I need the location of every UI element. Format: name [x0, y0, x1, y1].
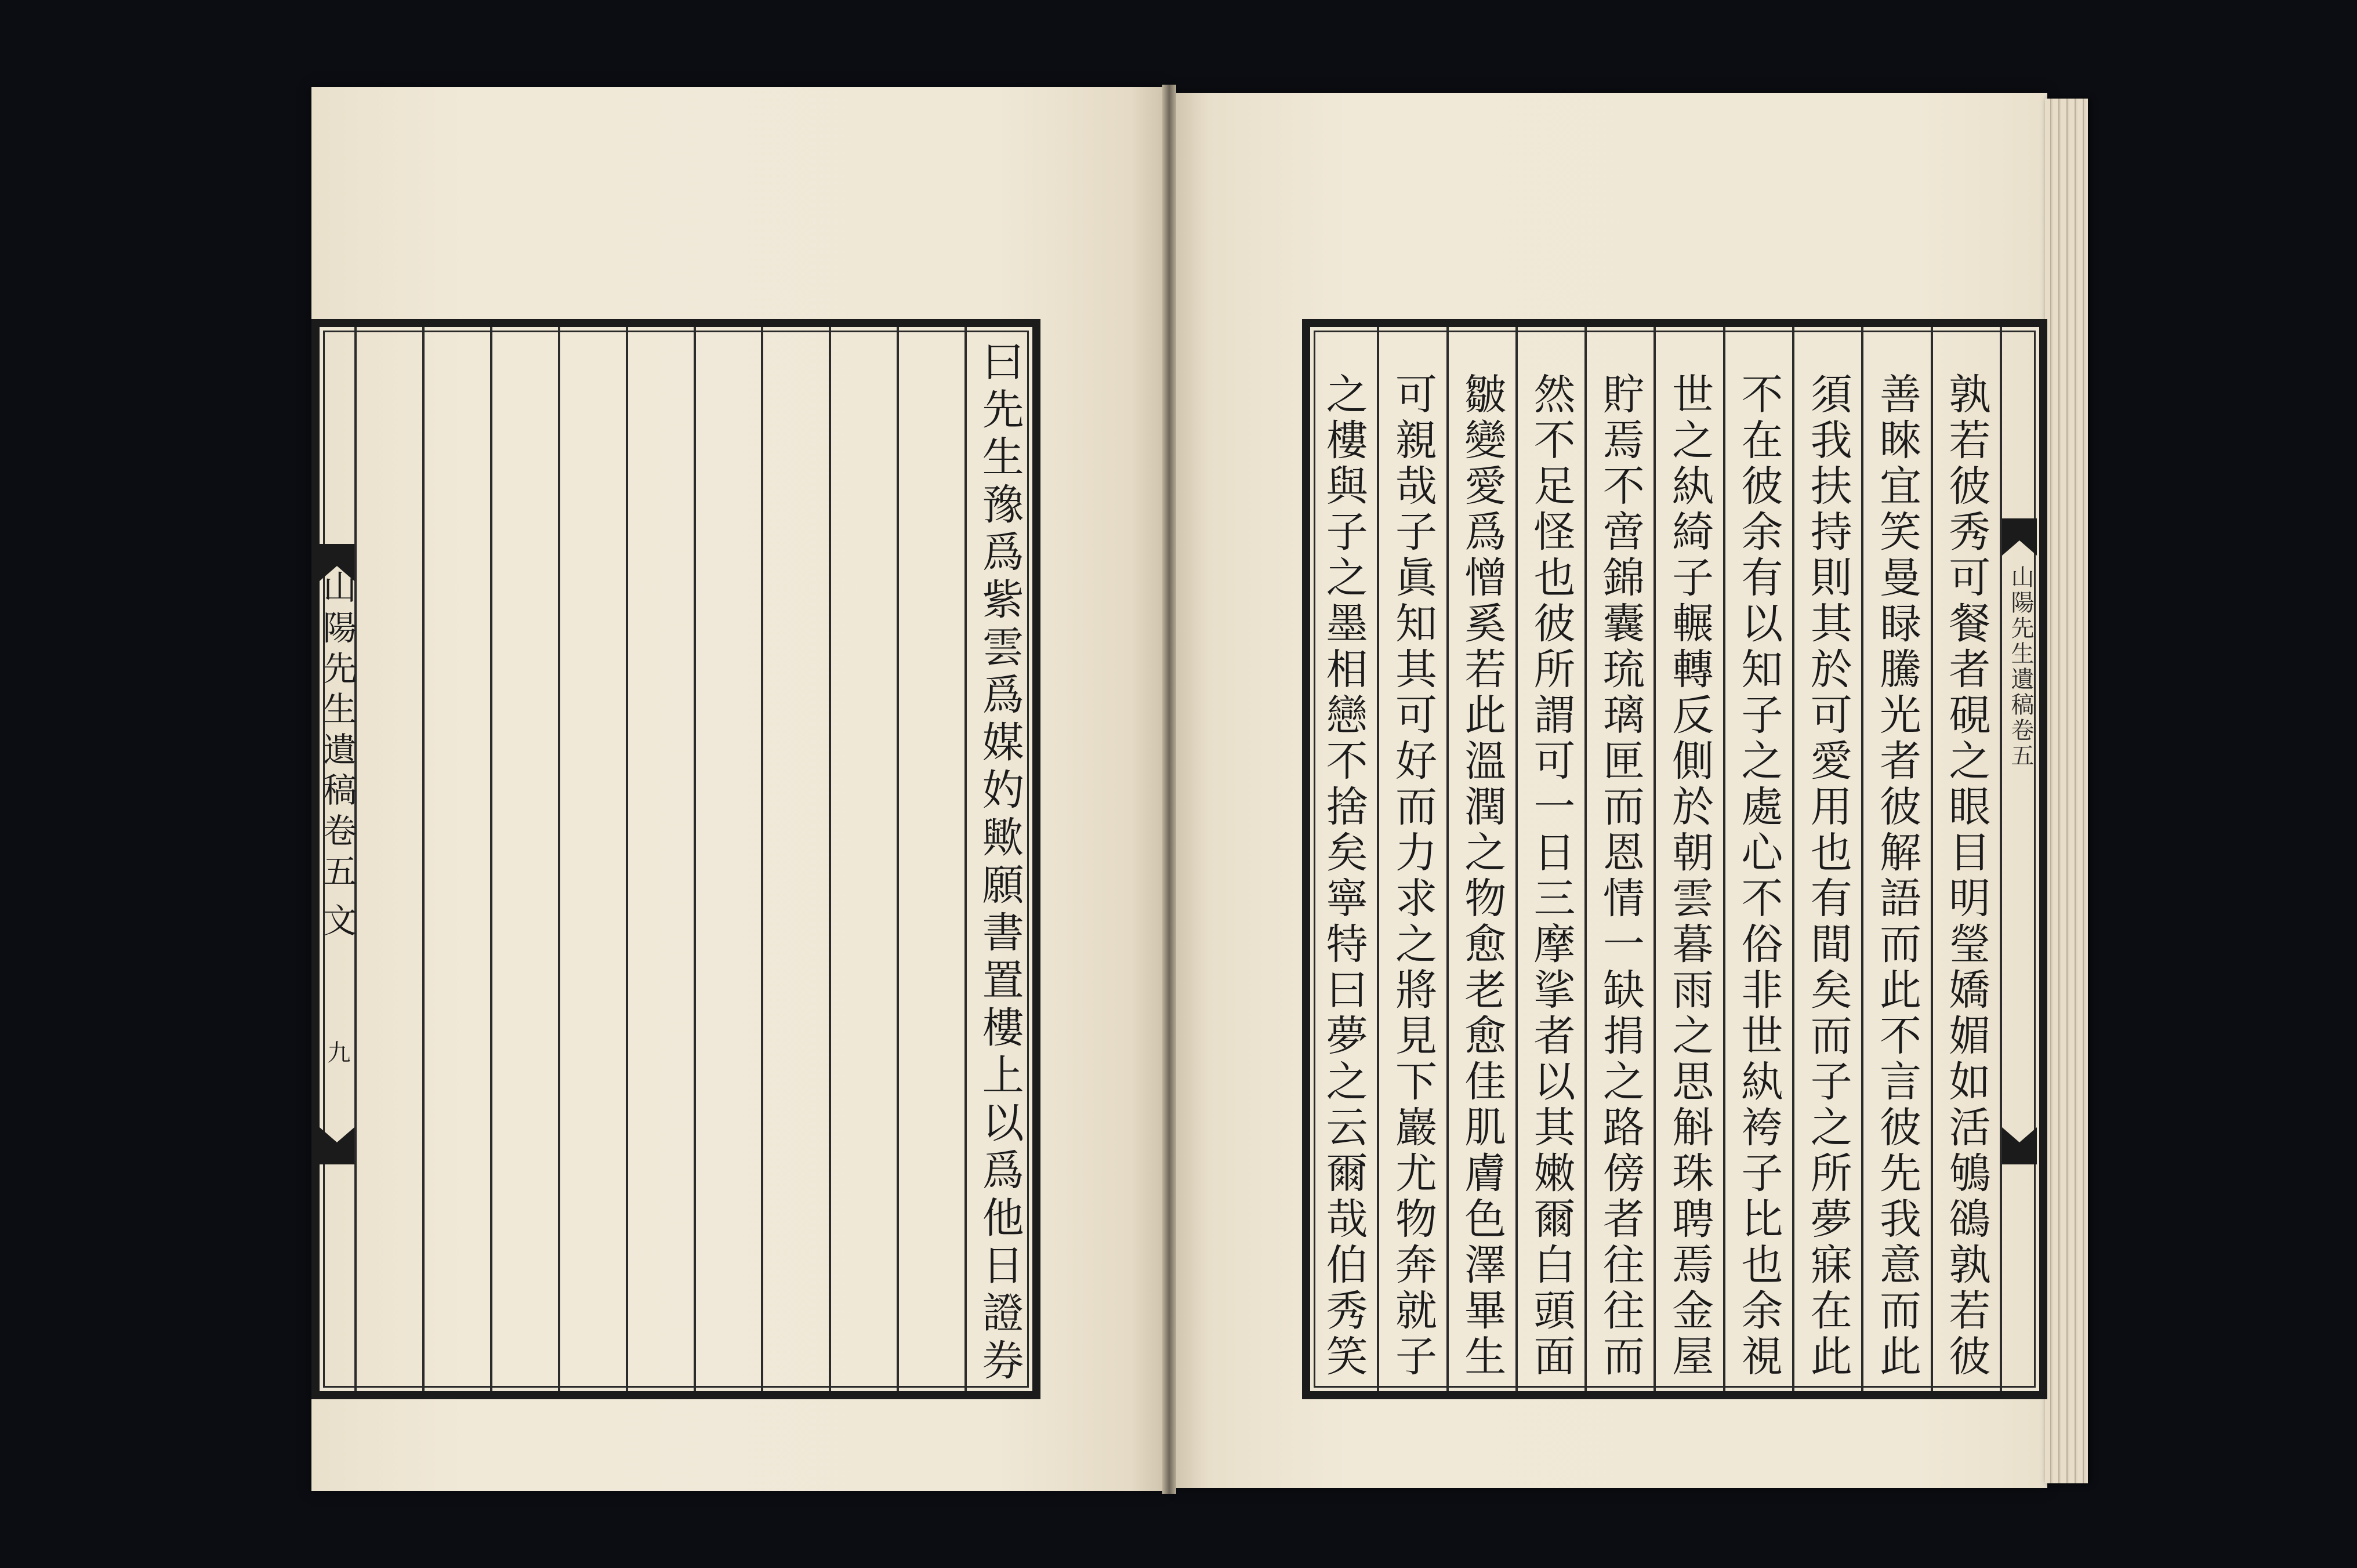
- right-banxin: [2002, 327, 2039, 1391]
- column-text: 曰先生豫爲紫雲爲媒妁歟願書置樓上以爲他日證券: [975, 340, 1024, 1386]
- text-column: [1449, 327, 1518, 1391]
- banxin-page-number: 九: [324, 1040, 350, 1064]
- column-text: 不在彼余有以知子之處心不俗非世紈袴子比也余視: [1734, 372, 1783, 1380]
- column-text: 可親哉子眞知其可好而力求之將見下巖尤物奔就子: [1388, 372, 1437, 1380]
- text-column-empty: [560, 327, 628, 1391]
- left-page-frame: [311, 319, 1040, 1399]
- text-column-empty: [696, 327, 764, 1391]
- text-column-empty: [763, 327, 831, 1391]
- column-text: 貯焉不啻錦囊琉璃匣而恩情一缺捐之路傍者往往而: [1595, 372, 1645, 1380]
- column-text: 善睞宜笑曼睩騰光者彼解語而此不言彼先我意而此: [1873, 372, 1922, 1380]
- banxin-title: 山陽先生遺稿卷五: [317, 569, 357, 894]
- text-column: [1863, 327, 1932, 1391]
- book-gutter: [1162, 85, 1176, 1494]
- lower-fishtail-ornament: [320, 1127, 354, 1164]
- text-column-empty: [357, 327, 425, 1391]
- text-column: [1656, 327, 1725, 1391]
- text-column-empty: [899, 327, 967, 1391]
- text-column: [1310, 327, 1379, 1391]
- column-text: 之樓與子之墨相戀不捨矣寧特曰夢之云爾哉伯秀笑: [1319, 372, 1368, 1380]
- banxin-title: 山陽先生遺稿卷五: [2007, 565, 2034, 769]
- column-text: 皺變愛爲憎奚若此溫潤之物愈老愈佳肌膚色澤畢生: [1457, 372, 1507, 1380]
- text-column: [967, 327, 1032, 1391]
- column-text: 然不足怪也彼所謂可一日三摩挲者以其嫩爾白頭面: [1526, 372, 1576, 1380]
- text-column: [1379, 327, 1448, 1391]
- text-column-empty: [492, 327, 560, 1391]
- text-column: [1794, 327, 1863, 1391]
- column-text: 世之紈綺子輾轉反側於朝雲暮雨之思斛珠聘焉金屋: [1665, 372, 1714, 1380]
- text-column-empty: [425, 327, 492, 1391]
- column-text: 須我扶持則其於可愛用也有間矣而子之所夢寐在此: [1803, 372, 1852, 1380]
- text-column: [1518, 327, 1587, 1391]
- left-banxin: [317, 327, 357, 1391]
- page-edges-stack: [2045, 99, 2088, 1483]
- text-column: [1587, 327, 1656, 1391]
- text-column-empty: [628, 327, 696, 1391]
- text-column: [1725, 327, 1794, 1391]
- upper-fishtail-ornament: [2002, 518, 2037, 556]
- text-column-empty: [831, 327, 899, 1391]
- banxin-section: 文: [317, 903, 357, 937]
- lower-fishtail-ornament: [2002, 1127, 2037, 1164]
- column-text: 孰若彼秀可餐者硯之眼目明瑩嬌媚如活鴝鵒孰若彼: [1942, 372, 1991, 1380]
- right-page-frame: [1302, 319, 2047, 1399]
- text-column: [1933, 327, 2002, 1391]
